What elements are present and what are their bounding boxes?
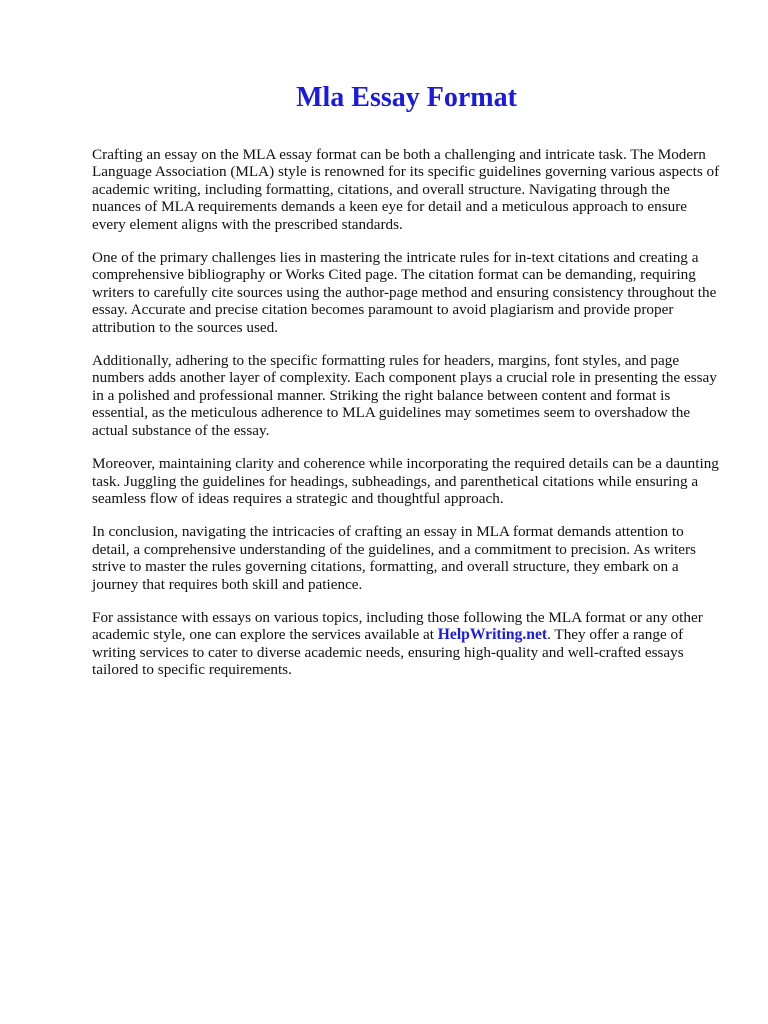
- paragraph-4: Moreover, maintaining clarity and coherence while incorporating the required details can be a daunting task. Juggling the guidelines for headings, subheadings, and parenthetical citations while ensuring a seamless flow of ideas requires a strategic and thoughtful approach.: [92, 455, 719, 507]
- paragraph-6-before-link: For assistance with essays on various topics, including those following the MLA format or any other academic style, one can explore the services available at: [92, 608, 703, 644]
- paragraph-2: One of the primary challenges lies in mastering the intricate rules for in-text citations and creating a comprehensive bibliography or Works Cited page. The citation format can be demanding, requiring writers to carefully cite sources using the author-page method and ensuring consistency throughout the essay. Accurate and precise citation becomes paramount to avoid plagiarism and provide proper attribution to the sources used.: [92, 249, 717, 336]
- paragraph-6-after-link: . They offer a range of writing services to cater to diverse academic needs, ensuring high-quality and well-crafted essays tailored to specific requirements.: [92, 626, 684, 679]
- document-title: Mla Essay Format: [296, 82, 517, 113]
- document-body: [92, 146, 721, 679]
- paragraph-5: In conclusion, navigating the intricacies of crafting an essay in MLA format demands attention to detail, a comprehensive understanding of the guidelines, and a commitment to precision. As writers strive to master the rules governing citations, formatting, and overall structure, they embark on a journey that requires both skill and patience.: [92, 523, 696, 593]
- paragraph-1: Crafting an essay on the MLA essay format can be both a challenging and intricate task. The Modern Language Association (MLA) style is renowned for its specific guidelines governing various aspects of academic writing, including formatting, citations, and overall structure. Navigating through the nuances of MLA requirements demands a keen eye for detail and a meticulous approach to ensure every element aligns with the prescribed standards.: [92, 146, 720, 233]
- paragraph-3: Additionally, adhering to the specific formatting rules for headers, margins, font styles, and page numbers adds another layer of complexity. Each component plays a crucial role in presenting the essay in a polished and professional manner. Striking the right balance between content and format is essential, as the meticulous adherence to MLA guidelines may sometimes seem to overshadow the actual substance of the essay.: [92, 352, 717, 439]
- paragraph-6: [92, 609, 721, 679]
- helpwriting-link[interactable]: HelpWriting.net: [437, 626, 548, 644]
